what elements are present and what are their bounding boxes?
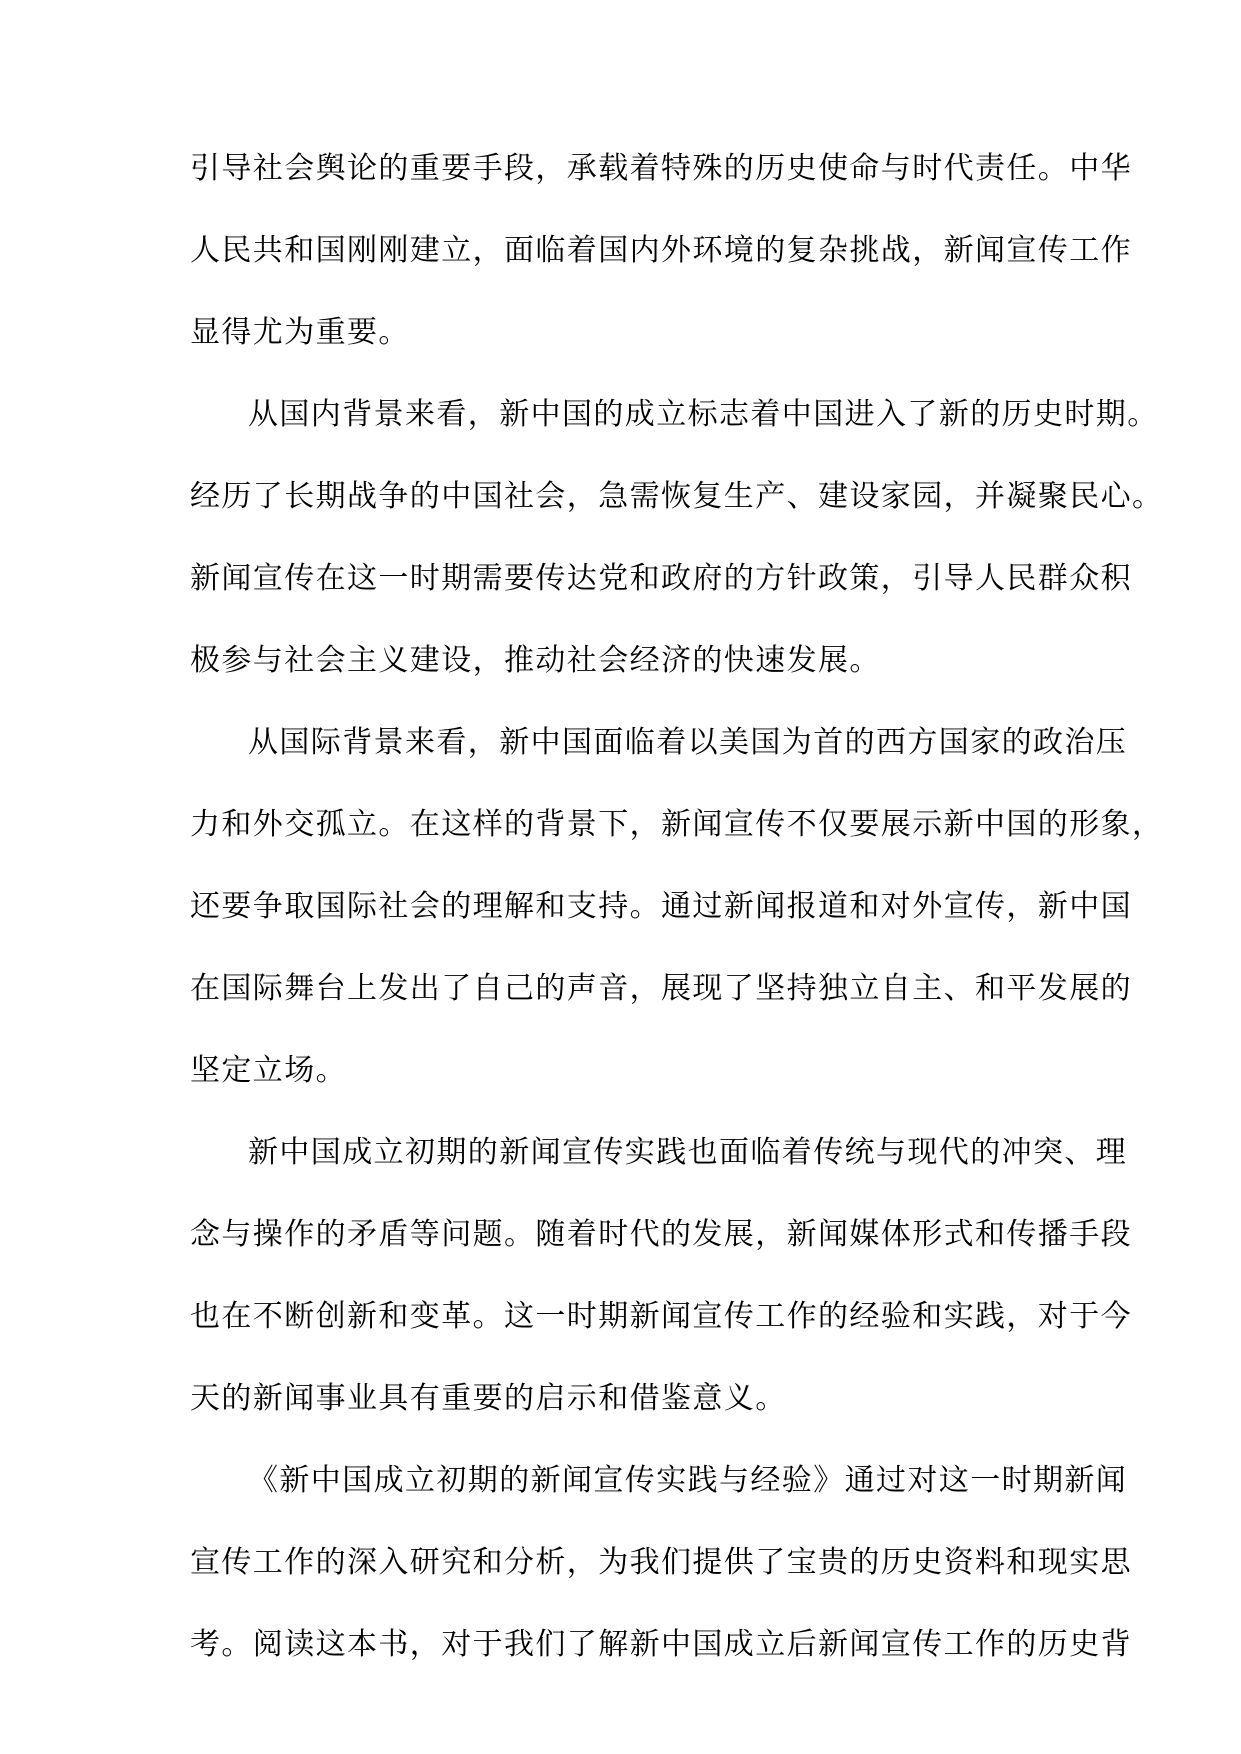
text-line: 宣传工作的深入研究和分析，为我们提供了宝贵的历史资料和现实思 bbox=[190, 1545, 1132, 1580]
text-line: 人民共和国刚刚建立，面临着国内外环境的复杂挑战，新闻宣传工作 bbox=[190, 233, 1132, 268]
text-line: 天的新闻事业具有重要的启示和借鉴意义。 bbox=[190, 1381, 787, 1416]
text-line: 念与操作的矛盾等问题。随着时代的发展，新闻媒体形式和传播手段 bbox=[190, 1217, 1132, 1252]
text-line: 在国际舞台上发出了自己的声音，展现了坚持独立自主、和平发展的 bbox=[190, 971, 1132, 1006]
body-text bbox=[190, 128, 1164, 1686]
text-line: 引导社会舆论的重要手段，承载着特殊的历史使命与时代责任。中华 bbox=[190, 151, 1132, 186]
text-line: 也在不断创新和变革。这一时期新闻宣传工作的经验和实践，对于今 bbox=[190, 1299, 1132, 1334]
text-line: 还要争取国际社会的理解和支持。通过新闻报道和对外宣传，新中国 bbox=[190, 889, 1132, 924]
text-line: 显得尤为重要。 bbox=[190, 315, 410, 350]
paragraph-start-line: 新中国成立初期的新闻宣传实践也面临着传统与现代的冲突、理 bbox=[248, 1135, 1128, 1170]
text-line: 坚定立场。 bbox=[190, 1053, 347, 1088]
text-line: 极参与社会主义建设，推动社会经济的快速发展。 bbox=[190, 643, 881, 678]
text-line: 经历了长期战争的中国社会，急需恢复生产、建设家园，并凝聚民心。 bbox=[190, 479, 1164, 514]
paragraph-start-line: 《新中国成立初期的新闻宣传实践与经验》通过对这一时期新闻 bbox=[248, 1463, 1128, 1498]
paragraph-start-line: 从国内背景来看，新中国的成立标志着中国进入了新的历史时期。 bbox=[248, 397, 1159, 432]
text-line: 力和外交孤立。在这样的背景下，新闻宣传不仅要展示新中国的形象， bbox=[190, 807, 1164, 842]
text-line: 新闻宣传在这一时期需要传达党和政府的方针政策，引导人民群众积 bbox=[190, 561, 1132, 596]
paragraph-start-line: 从国际背景来看，新中国面临着以美国为首的西方国家的政治压 bbox=[248, 725, 1128, 760]
text-line: 考。阅读这本书，对于我们了解新中国成立后新闻宣传工作的历史背 bbox=[190, 1627, 1132, 1662]
